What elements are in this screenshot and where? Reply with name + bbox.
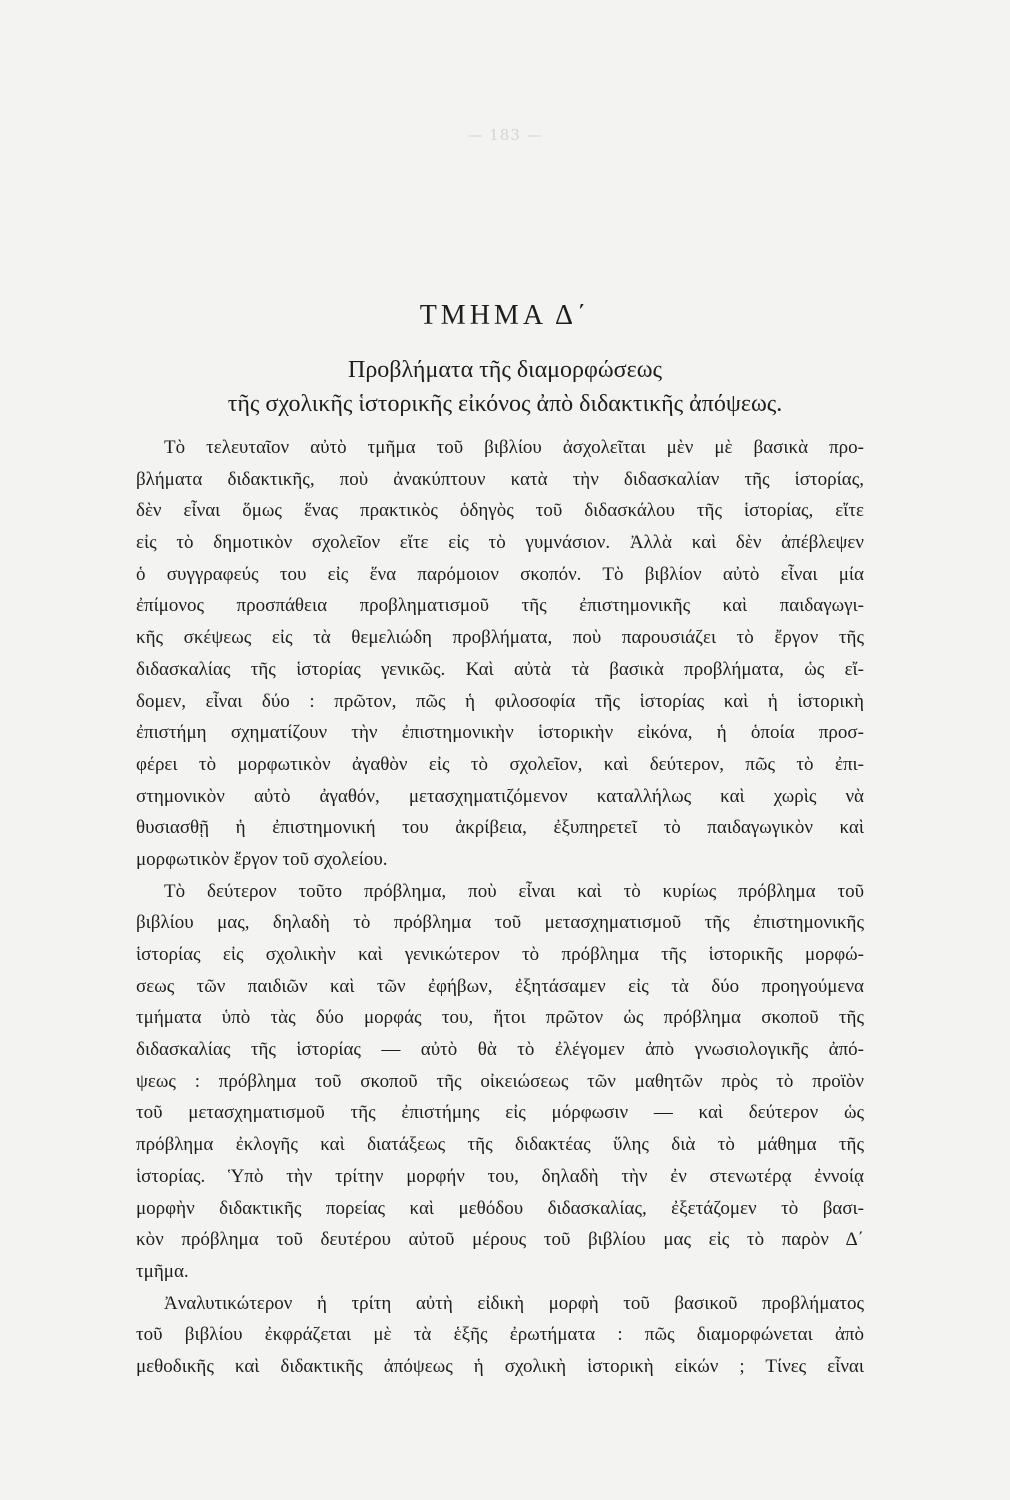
text-line: Ἀναλυτικώτερον ἡ τρίτη αὐτὴ εἰδικὴ μορφὴ τοῦ βασικοῦ προβλήματος [164, 1292, 864, 1314]
text-line: κὸν πρόβλημα τοῦ δευτέρου αὐτοῦ μέρους τοῦ βιβλίου μας εἰς τὸ παρὸν Δ΄ [136, 1229, 864, 1251]
text-line: Τὸ τελευταῖον αὐτὸ τμῆμα τοῦ βιβλίου ἀσχολεῖται μὲν μὲ βασικὰ προ- [164, 437, 864, 458]
text-line: δομεν, εἶναι δύο : πρῶτον, πῶς ἡ φιλοσοφία τῆς ἱστορίας καὶ ἡ ἱστορικὴ [136, 690, 864, 712]
text-line: ἱστορίας εἰς σχολικὴν καὶ γενικώτερον τὸ πρόβλημα τῆς ἱστορικῆς μορφώ- [136, 944, 864, 965]
text-line: τμῆμα. [136, 1260, 189, 1282]
text-line: πρόβλημα ἐκλογῆς καὶ διατάξεως τῆς διδακτέας ὕλης διὰ τὸ μάθημα τῆς [136, 1134, 864, 1156]
text-line: ἐπίμονος προσπάθεια προβληματισμοῦ τῆς ἐπιστημονικῆς καὶ παιδαγωγι- [136, 595, 864, 617]
body-text [136, 432, 864, 1383]
text-line: βλήματα διδακτικῆς, ποὺ ἀνακύπτουν κατὰ τὴν διδασκαλίαν τῆς ἱστορίας, [136, 468, 864, 490]
text-line: μορφωτικὸν ἔργον τοῦ σχολείου. [136, 848, 388, 870]
text-line: μεθοδικῆς καὶ διδακτικῆς ἀπόψεως ἡ σχολικὴ ἱστορικὴ εἰκών ; Τίνες εἶναι [136, 1355, 864, 1377]
text-line: θυσιασθῇ ἡ ἐπιστημονική του ἀκρίβεια, ἐξυπηρετεῖ τὸ παιδαγωγικὸν καὶ [136, 817, 864, 839]
text-line: ἱστορίας. Ὑπὸ τὴν τρίτην μορφήν του, δηλαδὴ τὴν ἐν στενωτέρᾳ ἐννοίᾳ [136, 1165, 864, 1187]
text-line: εἰς τὸ δημοτικὸν σχολεῖον εἴτε εἰς τὸ γυμνάσιον. Ἀλλὰ καὶ δὲν ἀπέβλεψεν [136, 532, 864, 554]
text-line: Τὸ δεύτερον τοῦτο πρόβλημα, ποὺ εἶναι καὶ τὸ κυρίως πρόβλημα τοῦ [164, 880, 864, 902]
subtitle-line: τῆς σχολικῆς ἱστορικῆς εἰκόνος ἀπὸ διδακτικῆς ἀπόψεως. [227, 391, 783, 417]
text-line: ὁ συγγραφεύς του εἰς ἕνα παρόμοιον σκοπόν. Τὸ βιβλίον αὐτὸ εἶναι μία [136, 563, 864, 585]
text-line: μορφὴν διδακτικῆς πορείας καὶ μεθόδου διδασκαλίας, ἐξετάζομεν τὸ βασι- [136, 1197, 864, 1219]
text-line: στημονικὸν αὐτὸ ἀγαθόν, μετασχηματιζόμενον καταλλήλως καὶ χωρὶς νὰ [136, 785, 864, 807]
text-line: κῆς σκέψεως εἰς τὰ θεμελιώδη προβλήματα, ποὺ παρουσιάζει τὸ ἔργον τῆς [136, 627, 864, 649]
section-subtitle [0, 353, 1010, 421]
section-title: ΤΜΗΜΑ Δ΄ [419, 300, 591, 331]
text-line: διδασκαλίας τῆς ἱστορίας — αὐτὸ θὰ τὸ ἐλέγομεν ἀπὸ γνωσιολογικῆς ἀπό- [136, 1039, 864, 1061]
text-line: ἐπιστήμη σχηματίζουν τὴν ἐπιστημονικὴν ἱστορικὴν εἰκόνα, ἡ ὁποία προσ- [136, 722, 864, 744]
text-line: φέρει τὸ μορφωτικὸν ἀγαθὸν εἰς τὸ σχολεῖον, καὶ δεύτερον, πῶς τὸ ἐπι- [136, 753, 864, 775]
text-line: διδασκαλίας τῆς ἱστορίας γενικῶς. Καὶ αὐτὰ τὰ βασικὰ προβλήματα, ὡς εἴ- [136, 658, 864, 680]
text-line: τοῦ μετασχηματισμοῦ τῆς ἐπιστήμης εἰς μόρφωσιν — καὶ δεύτερον ὡς [136, 1102, 864, 1124]
text-line: τμήματα ὑπὸ τὰς δύο μορφάς του, ἤτοι πρῶτον ὡς πρόβλημα σκοποῦ τῆς [136, 1007, 864, 1029]
page-number: — 183 — [467, 126, 543, 144]
text-line: δὲν εἶναι ὅμως ἕνας πρακτικὸς ὁδηγὸς τοῦ διδασκάλου τῆς ἱστορίας, εἴτε [136, 500, 864, 522]
text-line: σεως τῶν παιδιῶν καὶ τῶν ἐφήβων, ἐξητάσαμεν εἰς τὰ δύο προηγούμενα [136, 975, 864, 997]
text-line: βιβλίου μας, δηλαδὴ τὸ πρόβλημα τοῦ μετασχηματισμοῦ τῆς ἐπιστημονικῆς [136, 912, 864, 934]
text-line: τοῦ βιβλίου ἐκφράζεται μὲ τὰ ἑξῆς ἐρωτήματα : πῶς διαμορφώνεται ἀπὸ [136, 1324, 864, 1346]
subtitle-line: Προβλήματα τῆς διαμορφώσεως [347, 357, 662, 383]
text-line: ψεως : πρόβλημα τοῦ σκοποῦ τῆς οἰκειώσεως τῶν μαθητῶν πρὸς τὸ προϊὸν [136, 1070, 864, 1092]
